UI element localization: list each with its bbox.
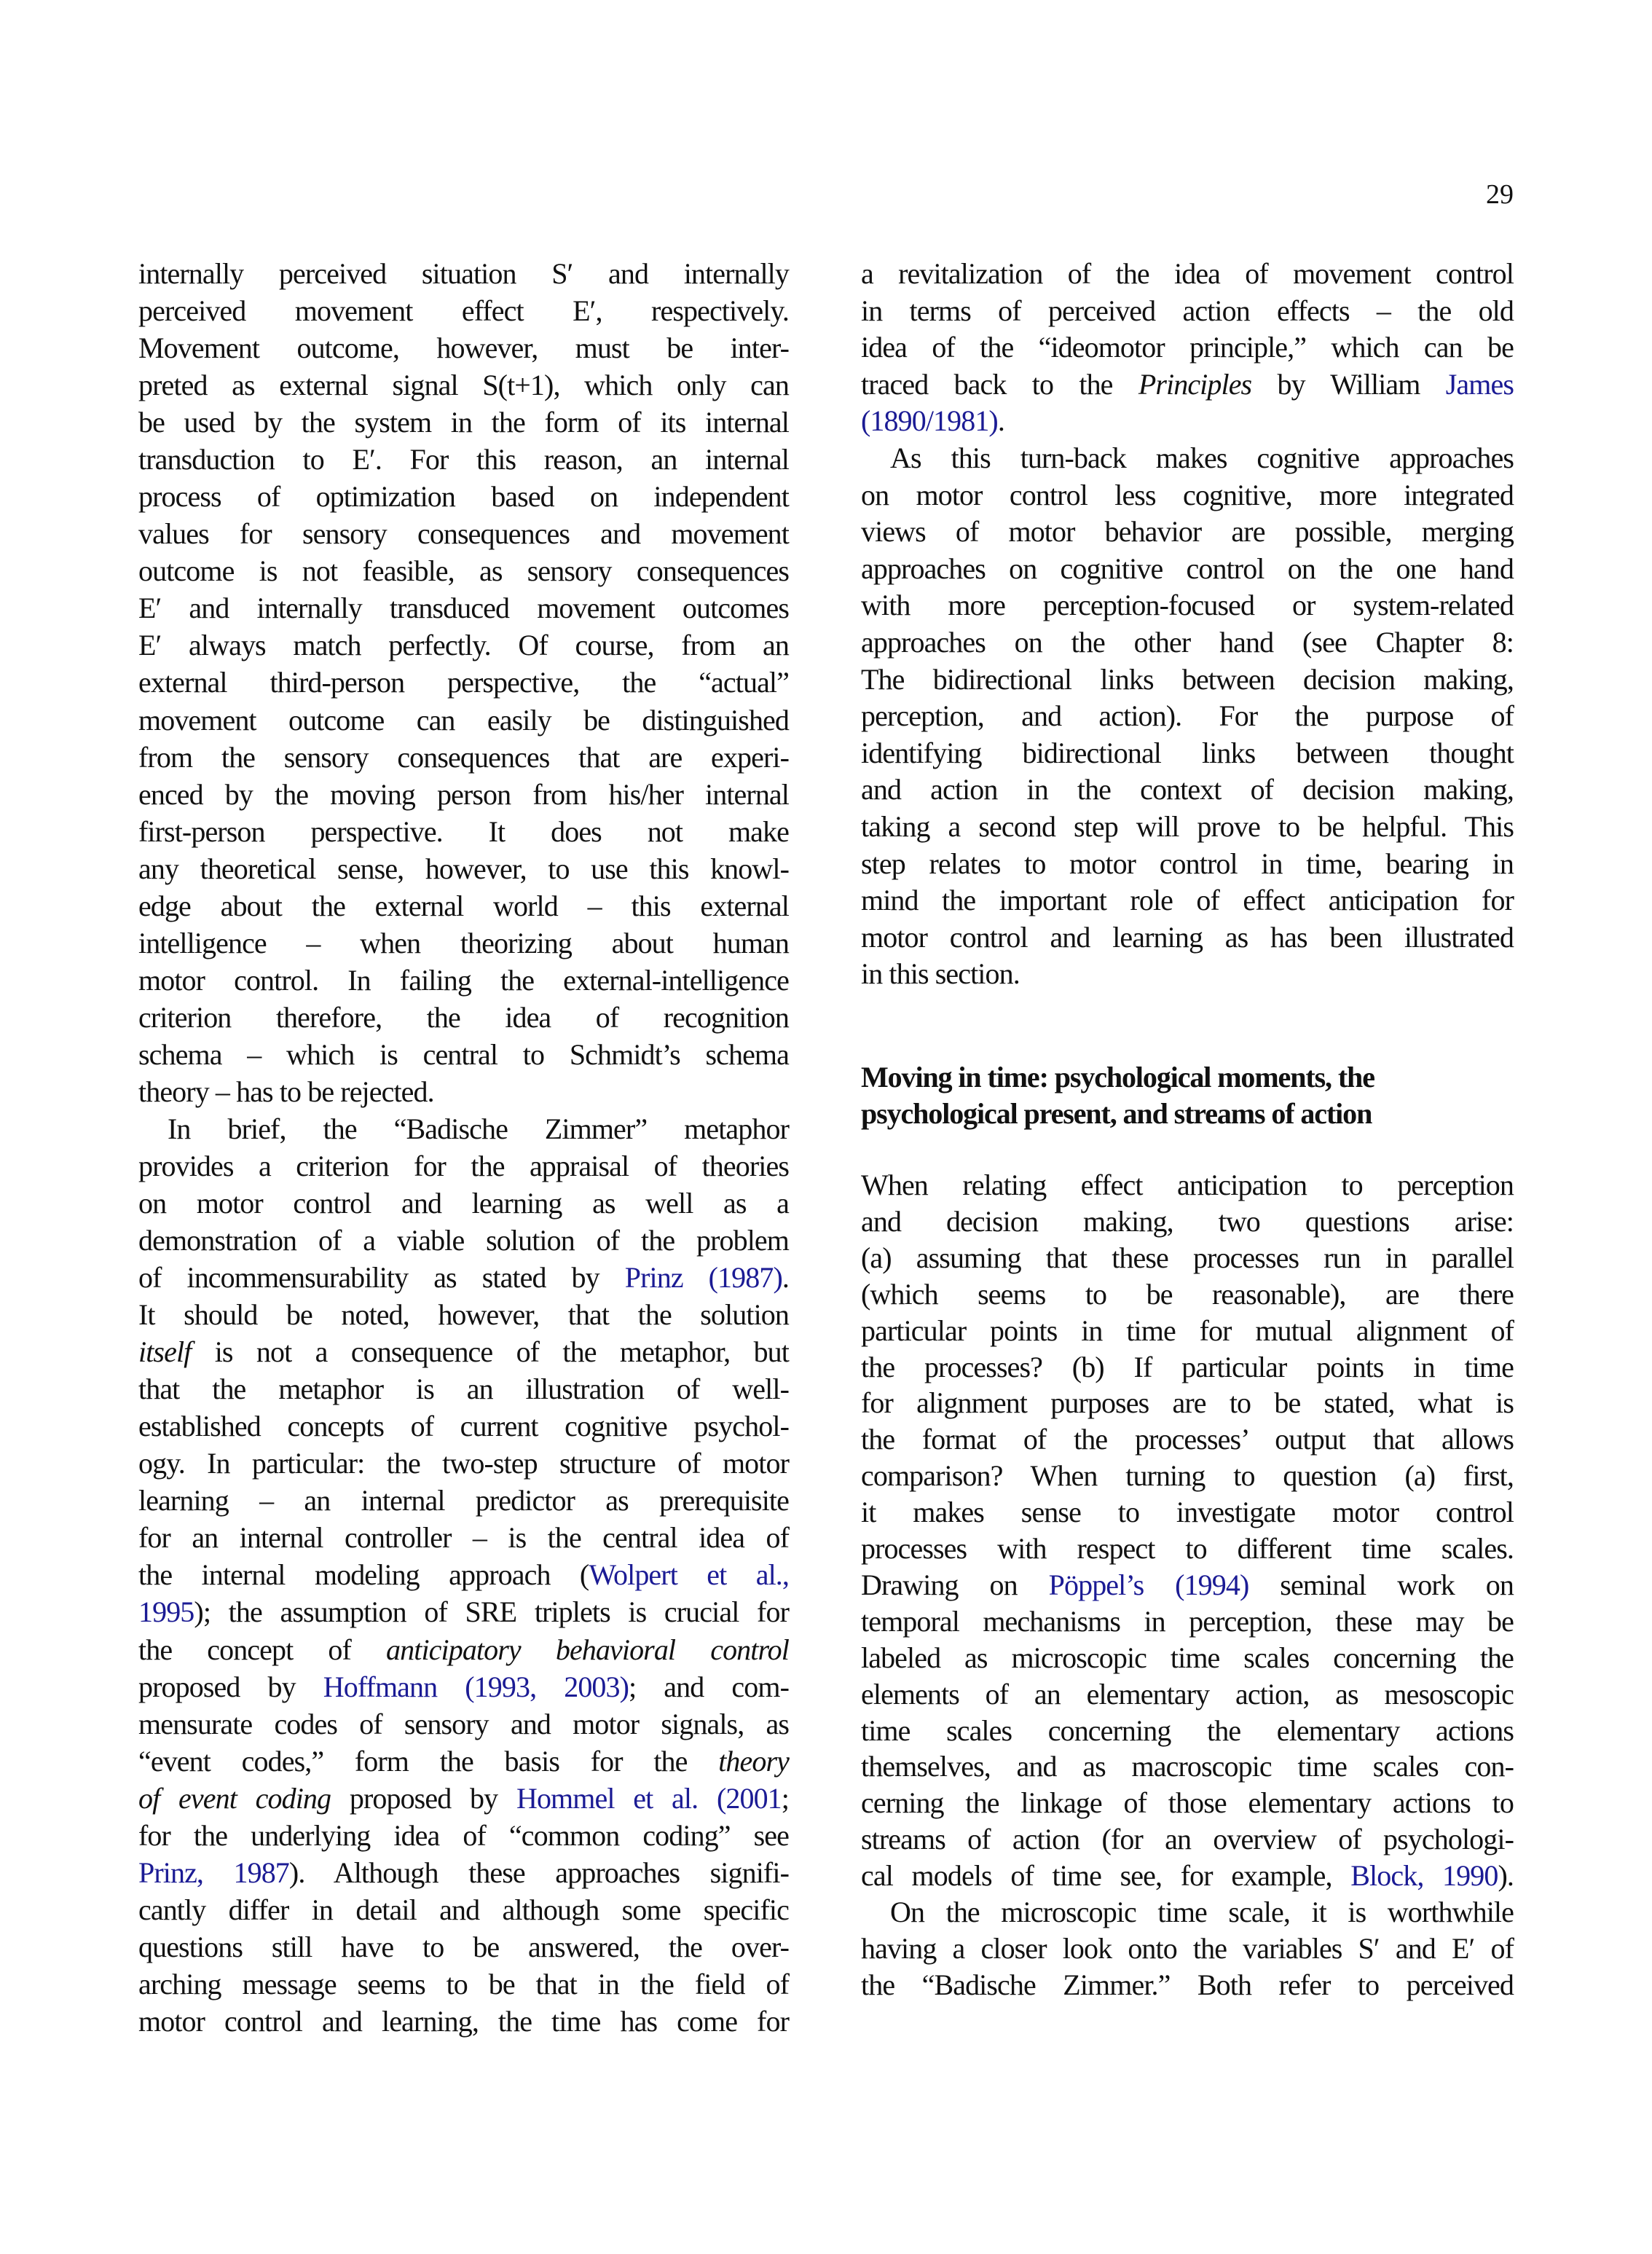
text-run: cal models of time see, for example,: [861, 1859, 1351, 1893]
text-line: [861, 1531, 1514, 1567]
text-line: [138, 739, 789, 776]
text-line: [138, 1408, 789, 1445]
text-line: [138, 1706, 789, 1743]
text-run: E′ always match perfectly. Of course, from an: [138, 629, 789, 662]
text-run: the processes? (b) If particular points in time: [861, 1350, 1514, 1383]
text-run: seminal work on: [1248, 1568, 1514, 1601]
text-line: [138, 1297, 789, 1333]
text-run: ;: [781, 1781, 789, 1815]
text-run: in this section.: [861, 957, 1020, 991]
text-run: theory – has to be rejected.: [138, 1075, 434, 1108]
text-run: the concept of: [138, 1633, 387, 1666]
text-line: [861, 1676, 1514, 1713]
text-run: enced by the moving person from his/her internal: [138, 777, 789, 811]
text-line: [138, 1966, 789, 2003]
paragraph-first-line: [861, 440, 1514, 476]
text-run: for alignment purposes are to be stated, what is: [861, 1386, 1514, 1420]
text-line: [138, 925, 789, 962]
text-line: [138, 888, 789, 924]
citation-link[interactable]: Block, 1990: [1350, 1859, 1498, 1893]
text-line: [138, 1855, 789, 1891]
text-line: [861, 1640, 1514, 1676]
text-line: [138, 1483, 789, 1519]
text-run: ). Although these approaches signifi-: [288, 1856, 789, 1889]
text-line: [861, 882, 1514, 919]
page-number: 29: [1486, 179, 1514, 210]
text-run: with more perception-focused or system-related: [861, 589, 1514, 622]
text-line: [861, 514, 1514, 550]
text-run: identifying bidirectional links between thought: [861, 736, 1514, 769]
text-run: be used by the system in the form of its internal: [138, 406, 789, 439]
text-line: [861, 698, 1514, 734]
text-run: taking a second step will prove to be helpful. This: [861, 810, 1514, 843]
text-line: [861, 329, 1514, 366]
text-run: temporal mechanisms in perception, these may be: [861, 1604, 1514, 1638]
text-line: [138, 404, 789, 441]
text-line: [138, 1557, 789, 1593]
text-run: schema – which is central to Schmidt’s schema: [138, 1037, 789, 1071]
text-line: [861, 256, 1514, 292]
text-run: of incommensurability as stated by: [138, 1261, 625, 1295]
text-run: comparison? When turning to question (a) first,: [861, 1459, 1514, 1493]
text-line: [861, 624, 1514, 661]
text-run: is not a consequence of the metaphor, but: [191, 1335, 789, 1369]
text-line: [861, 1713, 1514, 1749]
text-run: The bidirectional links between decision making,: [861, 662, 1514, 696]
text-run: provides a criterion for the appraisal of theories: [138, 1150, 789, 1182]
text-run: labeled as microscopic time scales concerning the: [861, 1641, 1514, 1674]
text-run: the internal modeling approach (: [138, 1558, 589, 1592]
text-line: [861, 1421, 1514, 1458]
text-line: [861, 587, 1514, 624]
text-line: [861, 366, 1514, 403]
text-line: [861, 956, 1514, 992]
text-line: [138, 777, 789, 813]
text-run: in terms of perceived action effects – the old: [861, 294, 1514, 327]
text-run: cantly differ in detail and although some specific: [138, 1893, 789, 1926]
text-run: intelligence – when theorizing about human: [138, 926, 789, 959]
italic-text: of event coding: [138, 1781, 331, 1815]
text-line: [861, 809, 1514, 845]
text-line: [861, 919, 1514, 956]
text-run: and action in the context of decision making,: [861, 773, 1514, 806]
right-column: [861, 0, 1514, 2254]
text-line: [138, 367, 789, 404]
text-run: “event codes,” form the basis for the: [138, 1744, 719, 1778]
text-line: [861, 1967, 1514, 2003]
text-run: approaches on cognitive control on the one hand: [861, 551, 1514, 585]
text-run: time scales concerning the elementary actions: [861, 1713, 1514, 1747]
text-line: [138, 1594, 789, 1630]
text-run: mind the important role of effect anticipation for: [861, 884, 1514, 917]
text-run: for the underlying idea of “common coding” see: [138, 1818, 789, 1852]
text-line: [138, 1780, 789, 1817]
text-line: [861, 1858, 1514, 1894]
text-run: criterion therefore, the idea of recognition: [138, 1000, 789, 1034]
text-run: motor control and learning, the time has come for: [138, 2004, 789, 2038]
text-run: views of motor behavior are possible, merging: [861, 515, 1514, 549]
text-line: [138, 1892, 789, 1928]
text-line: [138, 293, 789, 329]
citation-link[interactable]: James: [1445, 367, 1514, 401]
text-line: [138, 702, 789, 739]
paragraph-first-line: [861, 1894, 1514, 1931]
text-line: [861, 1385, 1514, 1421]
citation-link[interactable]: Prinz, 1987: [138, 1856, 289, 1889]
text-line: [138, 1743, 789, 1780]
text-line: [138, 1334, 789, 1370]
text-line: [861, 1931, 1514, 1967]
italic-text: Principles: [1138, 367, 1252, 401]
italic-text: anticipatory behavioral control: [386, 1633, 789, 1666]
text-line: [861, 1276, 1514, 1313]
text-line: [138, 441, 789, 478]
text-run: and decision making, two questions arise:: [861, 1204, 1514, 1238]
text-run: internally perceived situation S′ and internally: [138, 257, 789, 290]
text-run: As this turn-back makes cognitive approaches: [890, 441, 1514, 474]
text-line: [138, 330, 789, 366]
text-line: [138, 851, 789, 887]
text-run: idea of the “ideomotor principle,” which can be: [861, 331, 1514, 364]
citation-link[interactable]: Pöppel’s (1994): [1048, 1568, 1249, 1601]
text-line: [138, 516, 789, 552]
text-line: [138, 1222, 789, 1259]
text-line: [861, 293, 1514, 329]
text-run: motor control. In failing the external-intelligence: [138, 963, 789, 997]
text-run: approaches on the other hand (see Chapter 8:: [861, 626, 1514, 659]
text-run: cerning the linkage of those elementary actions to: [861, 1786, 1514, 1820]
text-run: When relating effect anticipation to perception: [861, 1169, 1514, 1201]
text-run: by William: [1251, 367, 1446, 401]
text-line: [138, 1148, 789, 1185]
text-line: [861, 403, 1514, 439]
text-line: [138, 553, 789, 589]
text-run: the “Badische Zimmer.” Both refer to perceived: [861, 1968, 1514, 2001]
text-line: [138, 1632, 789, 1668]
text-line: [138, 1000, 789, 1036]
citation-link[interactable]: (1890/1981): [861, 404, 998, 438]
text-run: any theoretical sense, however, to use this knowl-: [138, 852, 789, 885]
text-line: [138, 1818, 789, 1854]
text-line: [861, 1349, 1514, 1386]
text-line: [138, 1669, 789, 1705]
text-run: first-person perspective. It does not make: [138, 814, 789, 848]
text-run: themselves, and as macroscopic time scales con-: [861, 1750, 1514, 1783]
text-line: [861, 1603, 1514, 1640]
text-run: a revitalization of the idea of movement control: [861, 257, 1514, 290]
text-run: on motor control and learning as well as a: [138, 1187, 789, 1220]
citation-link[interactable]: 1995: [138, 1595, 194, 1629]
text-run: ).: [1498, 1859, 1514, 1893]
text-line: [861, 1748, 1514, 1785]
italic-text: theory: [718, 1744, 789, 1778]
text-run: ogy. In particular: the two-step structure of motor: [138, 1447, 789, 1480]
text-line: [861, 1313, 1514, 1349]
text-run: established concepts of current cognitive psychol-: [138, 1410, 789, 1443]
text-run: transduction to E′. For this reason, an internal: [138, 443, 789, 476]
text-line: [138, 1371, 789, 1407]
text-line: [861, 551, 1514, 587]
text-run: on motor control less cognitive, more integrated: [861, 478, 1514, 511]
italic-text: itself: [138, 1335, 192, 1369]
text-run: outcome is not feasible, as sensory consequences: [138, 554, 789, 588]
text-line: [138, 2003, 789, 2040]
text-run: the format of the processes’ output that allows: [861, 1423, 1514, 1456]
text-line: [861, 661, 1514, 698]
text-run: .: [997, 404, 1004, 438]
text-run: having a closer look onto the variables S′ and E′ of: [861, 1931, 1514, 1965]
text-line: [138, 1445, 789, 1482]
text-run: E′ and internally transduced movement outcomes: [138, 592, 789, 625]
text-run: particular points in time for mutual alignment of: [861, 1313, 1514, 1347]
text-run: step relates to motor control in time, bearing in: [861, 847, 1514, 880]
section-heading-line: psychological present, and streams of action: [861, 1097, 1372, 1130]
text-run: motor control and learning as has been illustrated: [861, 920, 1514, 954]
citation-link[interactable]: Hoffmann (1993, 2003): [323, 1670, 629, 1703]
text-line: [861, 1567, 1514, 1603]
text-run: processes with respect to different time scales.: [861, 1532, 1514, 1565]
text-line: [861, 1821, 1514, 1858]
text-line: [861, 1494, 1514, 1531]
text-run: edge about the external world – this external: [138, 889, 789, 922]
text-line: [138, 1520, 789, 1556]
text-run: that the metaphor is an illustration of well-: [138, 1373, 789, 1406]
section-heading-line: Moving in time: psychological moments, the: [861, 1061, 1374, 1093]
text-run: preted as external signal S(t+1), which only can: [138, 369, 789, 402]
text-run: process of optimization based on independent: [138, 480, 789, 514]
text-run: ; and com-: [629, 1670, 789, 1703]
left-column: [138, 0, 789, 2254]
text-run: mensurate codes of sensory and motor signals, as: [138, 1707, 789, 1740]
text-run: (which seems to be reasonable), are there: [861, 1277, 1514, 1311]
text-line: [138, 664, 789, 701]
text-run: values for sensory consequences and movement: [138, 517, 789, 551]
text-run: Movement outcome, however, must be inter-: [138, 331, 789, 365]
text-line: [138, 590, 789, 627]
text-run: proposed by: [138, 1670, 323, 1703]
text-run: perception, and action). For the purpose of: [861, 699, 1514, 733]
text-line: [861, 1240, 1514, 1276]
text-line: [861, 1785, 1514, 1821]
text-run: .: [782, 1261, 789, 1295]
text-run: learning – an internal predictor as prerequisite: [138, 1484, 789, 1517]
text-line: [861, 771, 1514, 808]
citation-link[interactable]: Hommel et al. (2001: [516, 1781, 782, 1815]
text-line: [138, 1260, 789, 1296]
text-run: proposed by: [331, 1781, 516, 1815]
text-line: [138, 962, 789, 999]
paragraph-first-line: [138, 1111, 789, 1147]
text-run: demonstration of a viable solution of the problem: [138, 1224, 789, 1257]
text-run: elements of an elementary action, as mesoscopic: [861, 1677, 1514, 1711]
text-line: [138, 627, 789, 664]
text-line: [861, 477, 1514, 514]
text-run: questions still have to be answered, the over-: [138, 1930, 789, 1963]
text-run: In brief, the “Badische Zimmer” metaphor: [168, 1112, 789, 1145]
text-run: from the sensory consequences that are experi-: [138, 740, 789, 774]
text-run: It should be noted, however, that the solution: [138, 1298, 789, 1332]
text-run: (a) assuming that these processes run in parallel: [861, 1241, 1514, 1274]
text-line: [138, 1037, 789, 1073]
text-run: traced back to the: [861, 367, 1138, 401]
text-run: On the microscopic time scale, it is worthwhile: [890, 1896, 1514, 1928]
text-run: ); the assumption of SRE triplets is crucial for: [194, 1595, 789, 1629]
text-run: movement outcome can easily be distinguished: [138, 703, 789, 737]
text-line: [138, 479, 789, 515]
text-line: [138, 814, 789, 850]
text-run: Drawing on: [861, 1568, 1049, 1601]
text-run: it makes sense to investigate motor control: [861, 1496, 1514, 1529]
text-run: arching message seems to be that in the field of: [138, 1967, 789, 2000]
text-line: [861, 1203, 1514, 1240]
text-line: [861, 1458, 1514, 1494]
text-line: [861, 735, 1514, 771]
text-line: [138, 256, 789, 292]
text-line: [138, 1929, 789, 1966]
text-run: external third-person perspective, the “actual”: [138, 666, 789, 699]
text-run: streams of action (for an overview of psychologi-: [861, 1823, 1514, 1856]
citation-link[interactable]: Wolpert et al.,: [589, 1558, 790, 1592]
citation-link[interactable]: Prinz (1987): [624, 1261, 782, 1295]
text-line: [138, 1185, 789, 1222]
text-run: for an internal controller – is the central idea of: [138, 1521, 789, 1555]
text-run: perceived movement effect E′, respectively.: [138, 294, 789, 327]
text-line: [861, 846, 1514, 882]
text-line: [138, 1074, 789, 1110]
text-line: [861, 1167, 1514, 1203]
